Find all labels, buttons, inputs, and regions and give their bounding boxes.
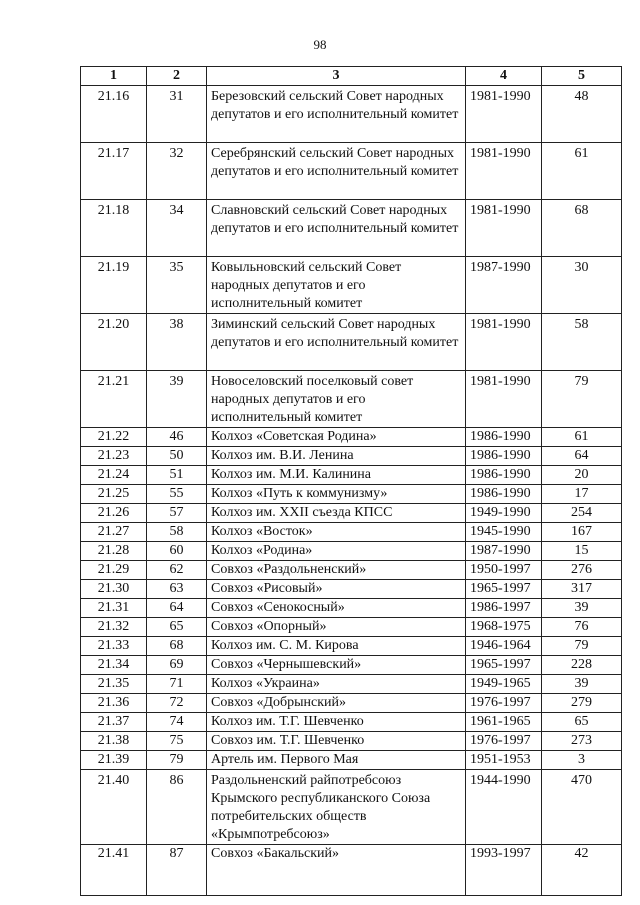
cell-index: 21.38 xyxy=(81,732,147,751)
table-row xyxy=(81,542,622,561)
cell-fund-name: Колхоз им. С. М. Кирова xyxy=(207,637,466,656)
cell-index: 21.39 xyxy=(81,751,147,770)
cell-count: 64 xyxy=(542,447,622,466)
cell-fund-name: Колхоз «Восток» xyxy=(207,523,466,542)
cell-years: 1986-1990 xyxy=(466,428,542,447)
cell-years: 1949-1965 xyxy=(466,675,542,694)
cell-index: 21.21 xyxy=(81,371,147,428)
cell-years: 1944-1990 xyxy=(466,770,542,845)
cell-fund-number: 72 xyxy=(147,694,207,713)
cell-index: 21.17 xyxy=(81,143,147,200)
cell-fund-number: 64 xyxy=(147,599,207,618)
cell-fund-name: Серебрянский сельский Совет народных депутатов и его исполнительный комитет xyxy=(207,143,466,200)
cell-years: 1986-1990 xyxy=(466,466,542,485)
cell-fund-name: Зиминский сельский Совет народных депутатов и его исполнительный комитет xyxy=(207,314,466,371)
cell-index: 21.37 xyxy=(81,713,147,732)
cell-count: 39 xyxy=(542,599,622,618)
table-row xyxy=(81,371,622,428)
table-row xyxy=(81,257,622,314)
cell-fund-number: 51 xyxy=(147,466,207,485)
cell-fund-number: 71 xyxy=(147,675,207,694)
cell-fund-name: Славновский сельский Совет народных депутатов и его исполнительный комитет xyxy=(207,200,466,257)
archive-fund-table xyxy=(80,66,622,896)
cell-index: 21.20 xyxy=(81,314,147,371)
header-row xyxy=(81,67,622,86)
cell-fund-name: Колхоз «Украина» xyxy=(207,675,466,694)
cell-count: 58 xyxy=(542,314,622,371)
page-number: 98 xyxy=(313,37,327,52)
cell-count: 17 xyxy=(542,485,622,504)
cell-years: 1965-1997 xyxy=(466,580,542,599)
cell-years: 1976-1997 xyxy=(466,694,542,713)
cell-index: 21.30 xyxy=(81,580,147,599)
cell-fund-name: Артель им. Первого Мая xyxy=(207,751,466,770)
cell-count: 79 xyxy=(542,371,622,428)
cell-count: 228 xyxy=(542,656,622,675)
cell-years: 1981-1990 xyxy=(466,143,542,200)
table-row xyxy=(81,618,622,637)
column-header-3: 3 xyxy=(207,67,466,86)
cell-fund-number: 34 xyxy=(147,200,207,257)
cell-years: 1950-1997 xyxy=(466,561,542,580)
cell-years: 1987-1990 xyxy=(466,257,542,314)
cell-fund-name: Совхоз «Добрынский» xyxy=(207,694,466,713)
cell-count: 279 xyxy=(542,694,622,713)
column-header-4: 4 xyxy=(466,67,542,86)
table-row xyxy=(81,770,622,845)
cell-index: 21.36 xyxy=(81,694,147,713)
cell-count: 79 xyxy=(542,637,622,656)
cell-index: 21.16 xyxy=(81,86,147,143)
cell-count: 20 xyxy=(542,466,622,485)
cell-years: 1965-1997 xyxy=(466,656,542,675)
table-row xyxy=(81,314,622,371)
table-row xyxy=(81,675,622,694)
cell-count: 48 xyxy=(542,86,622,143)
table-row xyxy=(81,485,622,504)
cell-index: 21.25 xyxy=(81,485,147,504)
cell-years: 1976-1997 xyxy=(466,732,542,751)
cell-fund-number: 31 xyxy=(147,86,207,143)
table-body xyxy=(81,86,622,896)
table-row xyxy=(81,637,622,656)
cell-years: 1961-1965 xyxy=(466,713,542,732)
table-row xyxy=(81,143,622,200)
cell-fund-number: 38 xyxy=(147,314,207,371)
cell-index: 21.40 xyxy=(81,770,147,845)
cell-fund-number: 46 xyxy=(147,428,207,447)
cell-count: 39 xyxy=(542,675,622,694)
cell-index: 21.29 xyxy=(81,561,147,580)
cell-fund-name: Совхоз «Бакальский» xyxy=(207,845,466,896)
cell-fund-name: Колхоз им. Т.Г. Шевченко xyxy=(207,713,466,732)
table-row xyxy=(81,504,622,523)
cell-years: 1949-1990 xyxy=(466,504,542,523)
cell-fund-number: 75 xyxy=(147,732,207,751)
cell-count: 167 xyxy=(542,523,622,542)
cell-count: 254 xyxy=(542,504,622,523)
cell-fund-number: 62 xyxy=(147,561,207,580)
cell-years: 1987-1990 xyxy=(466,542,542,561)
table-row xyxy=(81,845,622,896)
cell-fund-number: 79 xyxy=(147,751,207,770)
cell-fund-number: 50 xyxy=(147,447,207,466)
cell-count: 76 xyxy=(542,618,622,637)
cell-fund-name: Колхоз им. М.И. Калинина xyxy=(207,466,466,485)
cell-fund-name: Березовский сельский Совет народных депутатов и его исполнительный комитет xyxy=(207,86,466,143)
cell-count: 42 xyxy=(542,845,622,896)
cell-years: 1986-1990 xyxy=(466,485,542,504)
cell-fund-number: 60 xyxy=(147,542,207,561)
table-row xyxy=(81,200,622,257)
cell-fund-name: Совхоз «Сенокосный» xyxy=(207,599,466,618)
cell-fund-number: 35 xyxy=(147,257,207,314)
table-row xyxy=(81,561,622,580)
cell-fund-name: Колхоз им. В.И. Ленина xyxy=(207,447,466,466)
table-row xyxy=(81,599,622,618)
table-row xyxy=(81,656,622,675)
cell-count: 30 xyxy=(542,257,622,314)
cell-years: 1981-1990 xyxy=(466,86,542,143)
column-header-1: 1 xyxy=(81,67,147,86)
cell-years: 1981-1990 xyxy=(466,314,542,371)
cell-years: 1945-1990 xyxy=(466,523,542,542)
cell-fund-number: 32 xyxy=(147,143,207,200)
cell-index: 21.41 xyxy=(81,845,147,896)
cell-count: 68 xyxy=(542,200,622,257)
cell-years: 1993-1997 xyxy=(466,845,542,896)
cell-fund-name: Совхоз «Рисовый» xyxy=(207,580,466,599)
cell-count: 276 xyxy=(542,561,622,580)
table-row xyxy=(81,713,622,732)
cell-index: 21.28 xyxy=(81,542,147,561)
table-row xyxy=(81,580,622,599)
cell-count: 3 xyxy=(542,751,622,770)
table-row xyxy=(81,732,622,751)
cell-fund-number: 86 xyxy=(147,770,207,845)
cell-index: 21.32 xyxy=(81,618,147,637)
cell-index: 21.18 xyxy=(81,200,147,257)
cell-fund-name: Совхоз «Опорный» xyxy=(207,618,466,637)
cell-fund-number: 57 xyxy=(147,504,207,523)
table-row xyxy=(81,447,622,466)
column-header-2: 2 xyxy=(147,67,207,86)
cell-fund-name: Колхоз им. XXII съезда КПСС xyxy=(207,504,466,523)
cell-years: 1981-1990 xyxy=(466,371,542,428)
cell-index: 21.34 xyxy=(81,656,147,675)
table-row xyxy=(81,751,622,770)
cell-count: 61 xyxy=(542,428,622,447)
cell-fund-name: Ковыльновский сельский Совет народных депутатов и его исполнительный комитет xyxy=(207,257,466,314)
cell-index: 21.35 xyxy=(81,675,147,694)
table-row xyxy=(81,523,622,542)
cell-fund-number: 87 xyxy=(147,845,207,896)
cell-years: 1981-1990 xyxy=(466,200,542,257)
cell-index: 21.19 xyxy=(81,257,147,314)
cell-index: 21.33 xyxy=(81,637,147,656)
cell-fund-name: Колхоз «Путь к коммунизму» xyxy=(207,485,466,504)
cell-index: 21.22 xyxy=(81,428,147,447)
cell-index: 21.31 xyxy=(81,599,147,618)
cell-fund-number: 55 xyxy=(147,485,207,504)
cell-count: 470 xyxy=(542,770,622,845)
cell-count: 15 xyxy=(542,542,622,561)
cell-years: 1946-1964 xyxy=(466,637,542,656)
cell-fund-number: 74 xyxy=(147,713,207,732)
cell-fund-number: 58 xyxy=(147,523,207,542)
cell-count: 65 xyxy=(542,713,622,732)
cell-fund-number: 39 xyxy=(147,371,207,428)
cell-years: 1986-1990 xyxy=(466,447,542,466)
table-row xyxy=(81,86,622,143)
cell-index: 21.23 xyxy=(81,447,147,466)
table-row xyxy=(81,466,622,485)
cell-fund-number: 63 xyxy=(147,580,207,599)
table-row xyxy=(81,428,622,447)
cell-fund-name: Колхоз «Советская Родина» xyxy=(207,428,466,447)
cell-index: 21.27 xyxy=(81,523,147,542)
cell-fund-name: Совхоз «Раздольненский» xyxy=(207,561,466,580)
cell-index: 21.24 xyxy=(81,466,147,485)
cell-fund-name: Раздольненский райпотребсоюз Крымского республиканского Союза потребительских обществ «Крымпотребсоюз» xyxy=(207,770,466,845)
cell-fund-number: 68 xyxy=(147,637,207,656)
cell-fund-number: 69 xyxy=(147,656,207,675)
column-header-5: 5 xyxy=(542,67,622,86)
cell-years: 1986-1997 xyxy=(466,599,542,618)
cell-count: 273 xyxy=(542,732,622,751)
cell-index: 21.26 xyxy=(81,504,147,523)
cell-fund-number: 65 xyxy=(147,618,207,637)
cell-years: 1968-1975 xyxy=(466,618,542,637)
cell-fund-name: Колхоз «Родина» xyxy=(207,542,466,561)
cell-fund-name: Новоселовский поселковый совет народных депутатов и его исполнительный комитет xyxy=(207,371,466,428)
cell-count: 61 xyxy=(542,143,622,200)
table-row xyxy=(81,694,622,713)
cell-count: 317 xyxy=(542,580,622,599)
cell-fund-name: Совхоз им. Т.Г. Шевченко xyxy=(207,732,466,751)
cell-years: 1951-1953 xyxy=(466,751,542,770)
cell-fund-name: Совхоз «Чернышевский» xyxy=(207,656,466,675)
